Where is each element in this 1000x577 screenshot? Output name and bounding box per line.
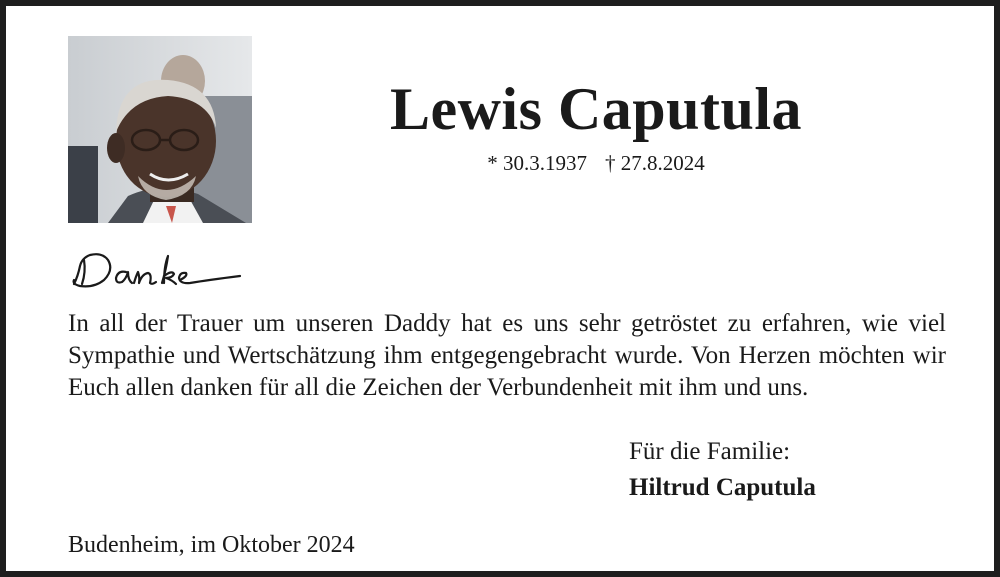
- thank-you-message: In all der Trauer um unseren Daddy hat es uns sehr getröstet zu erfahren, wie viel Sympathie und Wertschätzung ihm entgegengebracht wurde. Von Herzen möchten wir Euch allen danken für all die Zeichen der Verbundenheit mit ihm und uns.: [68, 310, 946, 401]
- birth-date: * 30.3.1937: [487, 151, 587, 175]
- family-signatory-name: Hiltrud Caputula: [629, 474, 816, 501]
- danke-handwritten-heading: [68, 246, 248, 292]
- deceased-name: Lewis Caputula: [389, 76, 803, 142]
- death-date: † 27.8.2024: [605, 151, 705, 175]
- life-dates: [306, 150, 886, 176]
- place-and-date: Budenheim, im Oktober 2024: [68, 532, 355, 558]
- portrait-photo: [68, 36, 252, 223]
- family-label: Für die Familie:: [629, 438, 791, 465]
